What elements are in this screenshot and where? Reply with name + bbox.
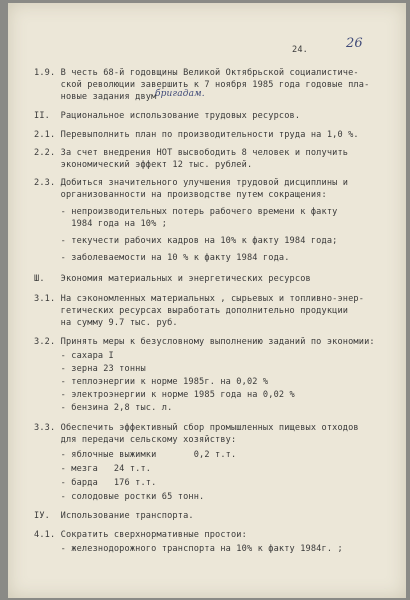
line-4-1-item-1: - железнодорожного транспорта на 10% к факту 1984г. ; bbox=[34, 544, 343, 554]
line-2-3-a: 2.3. Добиться значительного улучшения трудовой дисциплины и bbox=[34, 178, 349, 188]
line-2-2-b: экономический эффект 12 тыс. рублей. bbox=[34, 160, 253, 170]
line-2-3-item-1b: 1984 года на 10% ; bbox=[34, 219, 168, 229]
handwritten-folio-number: 26 bbox=[346, 36, 363, 51]
line-3-1-a: 3.1. На сэкономленных материальных , сырьевых и топливно-энер- bbox=[34, 294, 365, 304]
line-3-2-item-1: - сахара I bbox=[34, 351, 114, 361]
line-1-9-c: новые задания двум bbox=[34, 92, 157, 102]
page-number: 24. bbox=[292, 45, 308, 55]
line-3-2-item-3: - теплоэнергии к норме 1985г. на 0,02 % bbox=[34, 377, 269, 387]
line-2-2-a: 2.2. За счет внедрения НОТ высвободить 8 человек и получить bbox=[34, 148, 349, 158]
line-4-1: 4.1. Сократить сверхнормативные простои: bbox=[34, 530, 247, 540]
line-3-3-item-2: - мезга 24 т.т. bbox=[34, 464, 152, 474]
document-body bbox=[28, 0, 400, 595]
line-3-3-item-1: - яблочные выжимки 0,2 т.т. bbox=[34, 450, 237, 460]
line-2-3-b: организованности на производстве путем сокращения: bbox=[34, 190, 327, 200]
line-2-3-item-3: - заболеваемости на 10 % к факту 1984 года. bbox=[34, 253, 290, 263]
line-3-1-c: на сумму 9.7 тыс. руб. bbox=[34, 318, 178, 328]
line-3-3-item-4: - солодовые ростки 65 тонн. bbox=[34, 492, 205, 502]
line-2-1: 2.1. Перевыполнить план по производительности труда на 1,0 %. bbox=[34, 130, 359, 140]
line-3-3-a: 3.3. Обеспечить эффективный сбор промышленных пищевых отходов bbox=[34, 423, 359, 433]
line-2-3-item-1a: - непроизводительных потерь рабочего времени к факту bbox=[34, 207, 338, 217]
line-3-3-item-3: - барда 176 т.т. bbox=[34, 478, 157, 488]
line-3-1-b: гетических ресурсах выработать дополнительно продукции bbox=[34, 306, 349, 316]
line-1-9-b: ской революции завершить к 7 ноября 1985 года годовые пла- bbox=[34, 80, 370, 90]
section-4-heading: IУ. Использование транспорта. bbox=[34, 511, 194, 521]
line-3-2-item-2: - зерна 23 тонны bbox=[34, 364, 146, 374]
line-2-3-item-2: - текучести рабочих кадров на 10% к факту 1984 года; bbox=[34, 236, 338, 246]
handwritten-insert: бригадам. bbox=[155, 89, 205, 99]
line-3-2: 3.2. Принять меры к безусловному выполнению заданий по экономии: bbox=[34, 337, 375, 347]
section-3-heading: Ш. Экономия материальных и энергетических ресурсов bbox=[34, 274, 311, 284]
line-3-2-item-5: - бензина 2,8 тыс. л. bbox=[34, 403, 173, 413]
line-3-2-item-4: - электроэнергии к норме 1985 года на 0,02 % bbox=[34, 390, 295, 400]
line-1-9-a: 1.9. В честь 68-й годовщины Великой Октябрьской социалистиче- bbox=[34, 68, 359, 78]
line-3-3-b: для передачи сельскому хозяйству: bbox=[34, 435, 237, 445]
section-2-heading: II. Рациональное использование трудовых ресурсов. bbox=[34, 111, 301, 121]
